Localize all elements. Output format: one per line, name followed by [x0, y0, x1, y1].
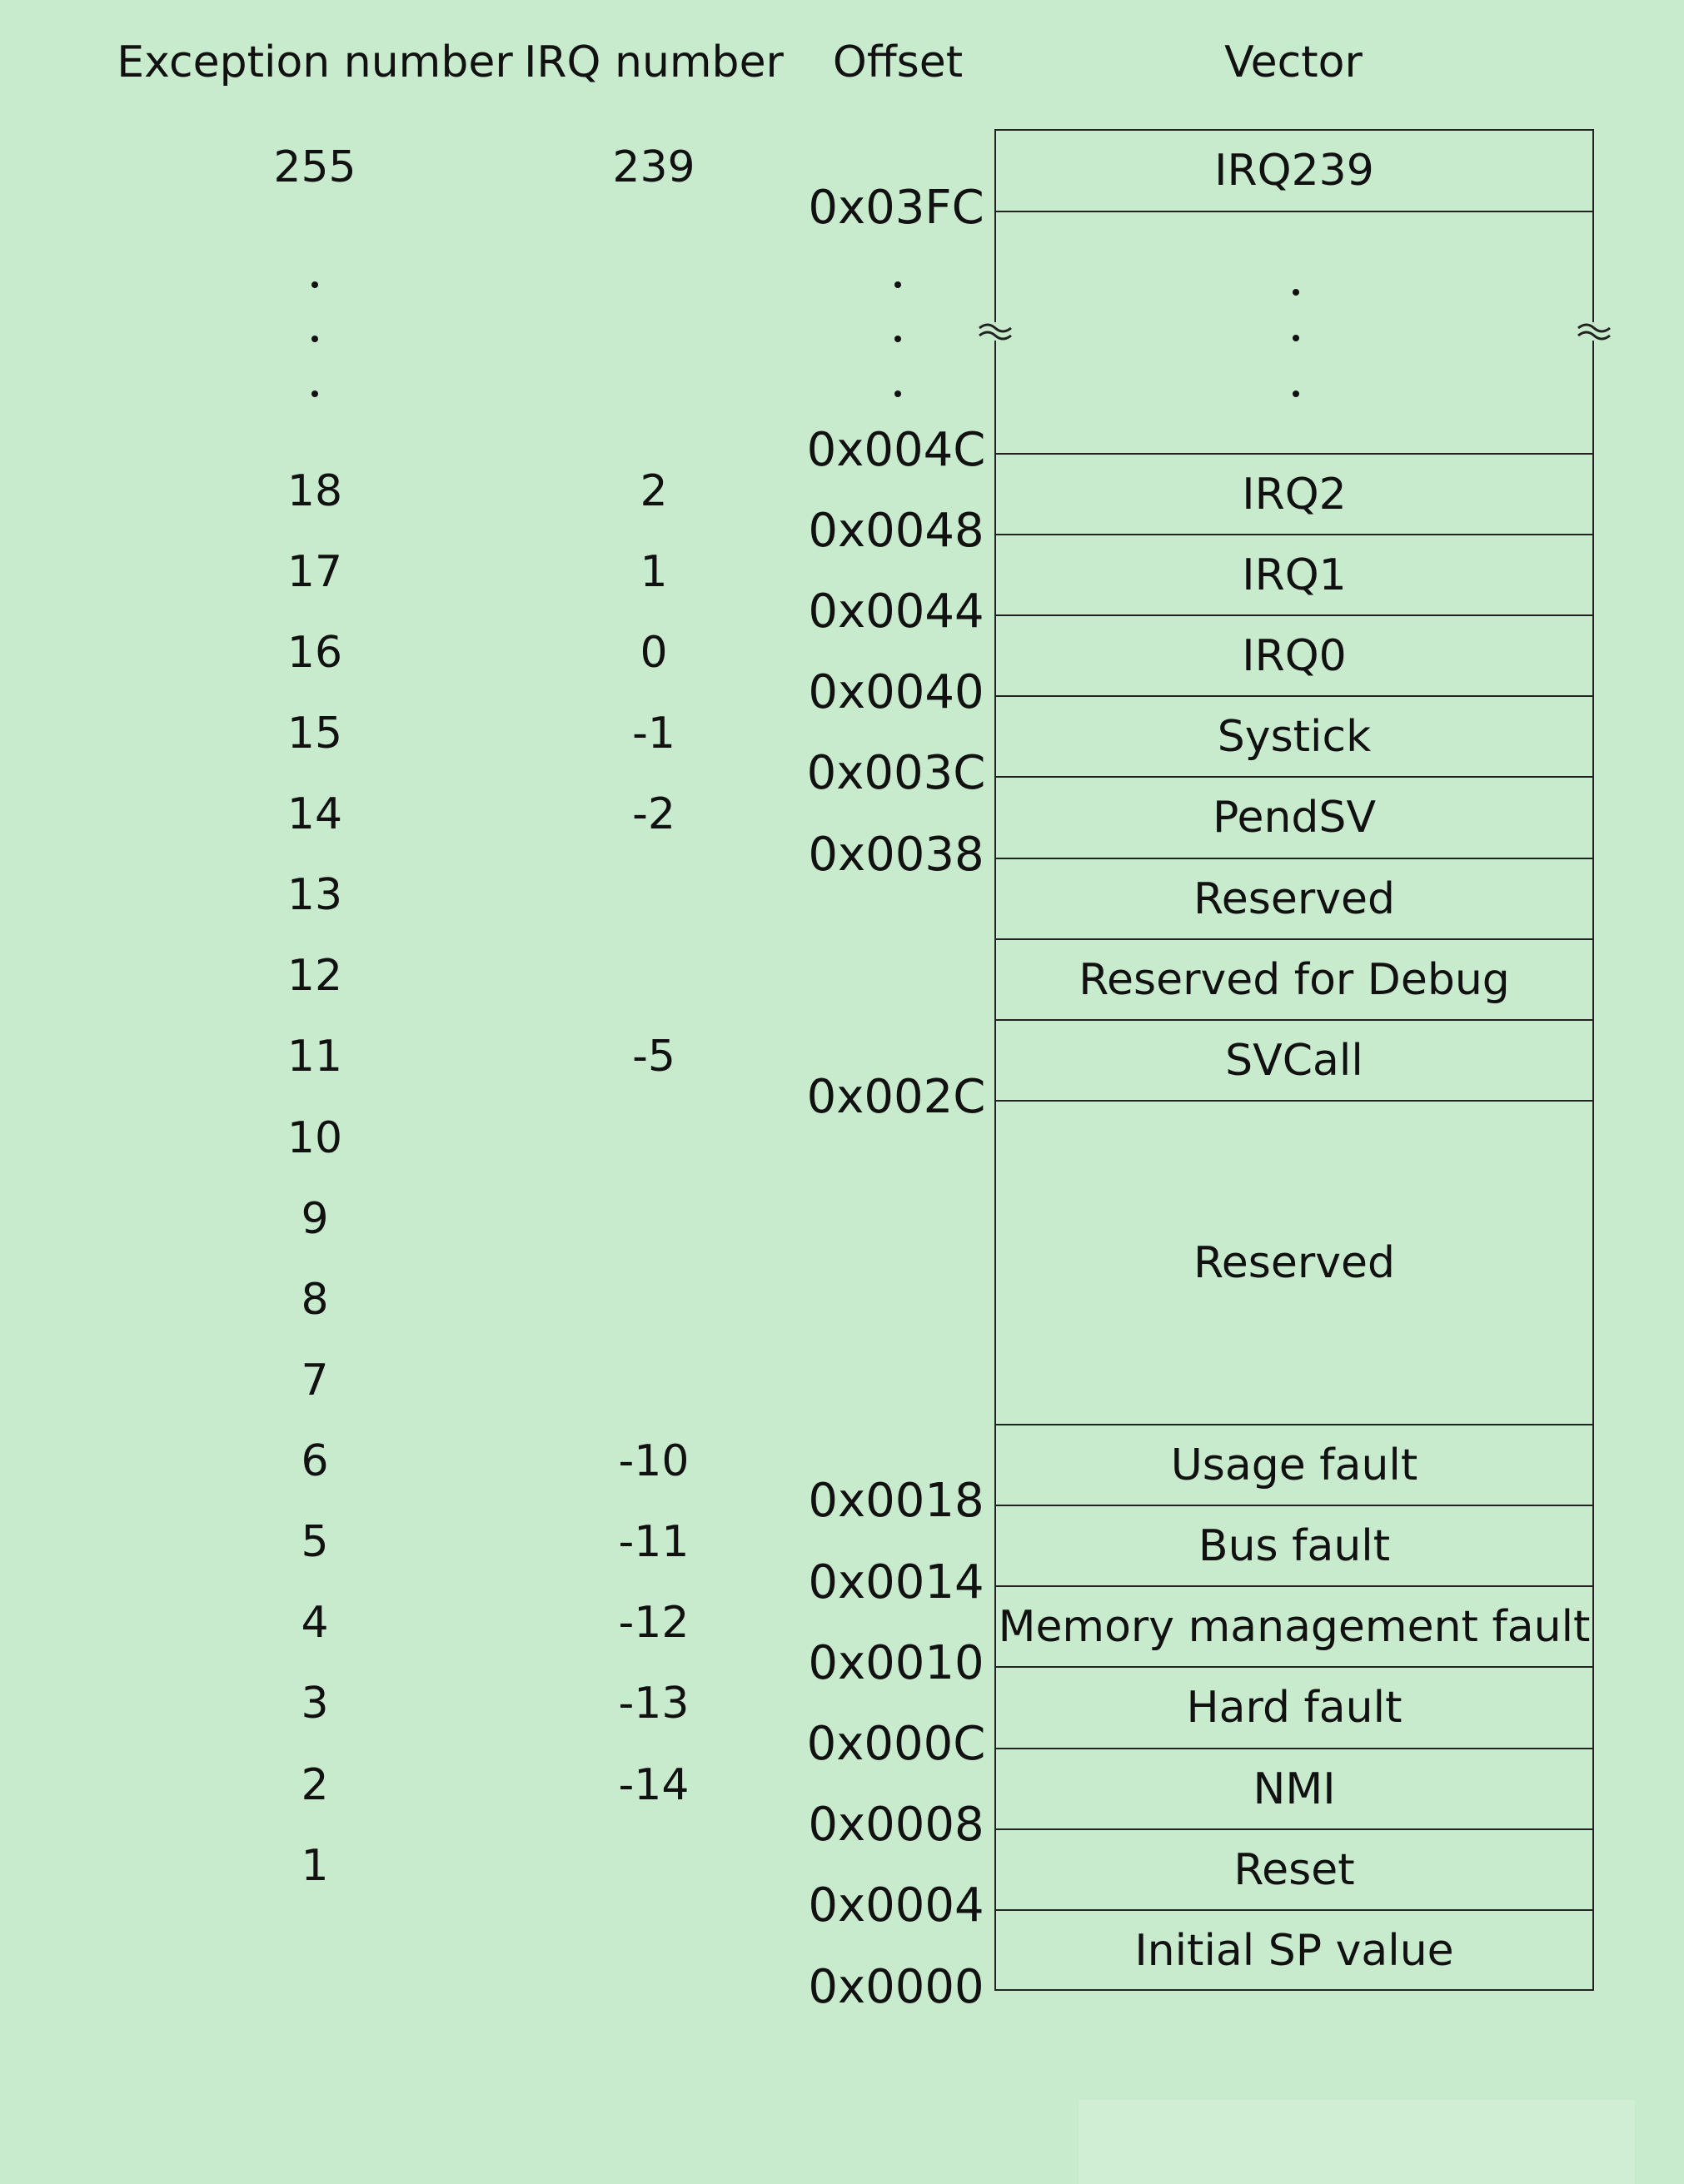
- exception-number: 18: [286, 466, 343, 516]
- vector-cell: Systick: [996, 697, 1592, 778]
- irq-number: -13: [618, 1679, 690, 1729]
- exception-number: 10: [286, 1113, 343, 1163]
- exception-number: 4: [301, 1598, 329, 1648]
- vector-cell-reserved-block: Reserved: [996, 1102, 1592, 1425]
- vector-ellipsis-cell: [996, 212, 1592, 455]
- ellipsis-dot: [894, 281, 901, 288]
- irq-number: 239: [612, 142, 695, 192]
- break-mark-icon: [976, 319, 1014, 344]
- vector-cell: Memory management fault: [996, 1587, 1592, 1668]
- header-vector: Vector: [1224, 37, 1363, 87]
- vector-table: [994, 129, 1594, 1991]
- offset-label: 0x0018: [808, 1474, 984, 1528]
- offset-label: 0x003C: [806, 746, 986, 800]
- offset-label: 0x0044: [808, 585, 984, 639]
- irq-number: 2: [640, 466, 668, 516]
- offset-label: 0x03FC: [808, 181, 984, 235]
- ellipsis-dot: [311, 391, 318, 397]
- break-mark-icon: [1575, 319, 1613, 344]
- watermark-area: [1079, 2100, 1635, 2184]
- exception-number: 2: [301, 1760, 329, 1810]
- offset-label: 0x0040: [808, 665, 984, 719]
- vector-cell: Hard fault: [996, 1668, 1592, 1749]
- offset-label: 0x0010: [808, 1636, 984, 1690]
- irq-number: -10: [618, 1436, 690, 1486]
- vector-cell: Usage fault: [996, 1425, 1592, 1506]
- vector-cell: IRQ239: [996, 131, 1592, 212]
- ellipsis-dot: [1293, 335, 1299, 341]
- ellipsis-dot: [1293, 391, 1299, 397]
- header-irq-number: IRQ number: [524, 37, 784, 87]
- offset-label: 0x0038: [808, 828, 984, 882]
- exception-number: 16: [286, 628, 343, 678]
- ellipsis-dot: [894, 336, 901, 342]
- exception-number: 9: [301, 1194, 329, 1244]
- vector-cell: IRQ0: [996, 616, 1592, 697]
- irq-number: -2: [632, 789, 675, 839]
- irq-number: -5: [632, 1032, 675, 1082]
- vector-cell: NMI: [996, 1749, 1592, 1830]
- vector-cell: Reset: [996, 1830, 1592, 1911]
- exception-number: 13: [286, 870, 343, 920]
- exception-number: 17: [286, 547, 343, 597]
- exception-number: 8: [301, 1275, 329, 1325]
- irq-number: -12: [618, 1598, 690, 1648]
- offset-label: 0x0000: [808, 1960, 984, 2014]
- ellipsis-dot: [311, 336, 318, 342]
- offset-label: 0x0008: [808, 1798, 984, 1852]
- ellipsis-dot: [1293, 289, 1299, 296]
- irq-number: 1: [640, 547, 668, 597]
- exception-number: 6: [301, 1436, 329, 1486]
- vector-cell: Bus fault: [996, 1506, 1592, 1587]
- offset-label: 0x0014: [808, 1555, 984, 1609]
- irq-number: 0: [640, 628, 668, 678]
- offset-label: 0x0048: [808, 504, 984, 558]
- header-exception-number: Exception number: [117, 37, 513, 87]
- vector-cell: SVCall: [996, 1021, 1592, 1102]
- exception-number: 3: [301, 1679, 329, 1729]
- offset-label: 0x000C: [806, 1717, 986, 1771]
- vector-cell: Initial SP value: [1134, 1926, 1454, 1976]
- exception-number: 255: [273, 142, 356, 192]
- irq-number: -14: [618, 1760, 690, 1810]
- exception-number: 5: [301, 1517, 329, 1567]
- exception-number: 1: [301, 1841, 329, 1891]
- irq-number: -1: [632, 709, 675, 759]
- exception-number: 12: [286, 951, 343, 1001]
- offset-label: 0x004C: [806, 423, 986, 477]
- exception-number: 14: [286, 789, 343, 839]
- offset-label: 0x0004: [808, 1878, 984, 1933]
- ellipsis-dot: [894, 391, 901, 397]
- exception-number: 11: [286, 1032, 343, 1082]
- offset-label: 0x002C: [806, 1070, 986, 1124]
- header-offset: Offset: [832, 37, 964, 87]
- ellipsis-dot: [311, 281, 318, 288]
- vector-cell: Reserved for Debug: [996, 940, 1592, 1021]
- vector-cell: PendSV: [996, 778, 1592, 859]
- irq-number: -11: [618, 1517, 690, 1567]
- vector-cell: Reserved: [996, 859, 1592, 940]
- exception-number: 7: [301, 1356, 329, 1405]
- vector-cell: IRQ2: [996, 455, 1592, 535]
- vector-cell: IRQ1: [996, 535, 1592, 616]
- exception-number: 15: [286, 709, 343, 759]
